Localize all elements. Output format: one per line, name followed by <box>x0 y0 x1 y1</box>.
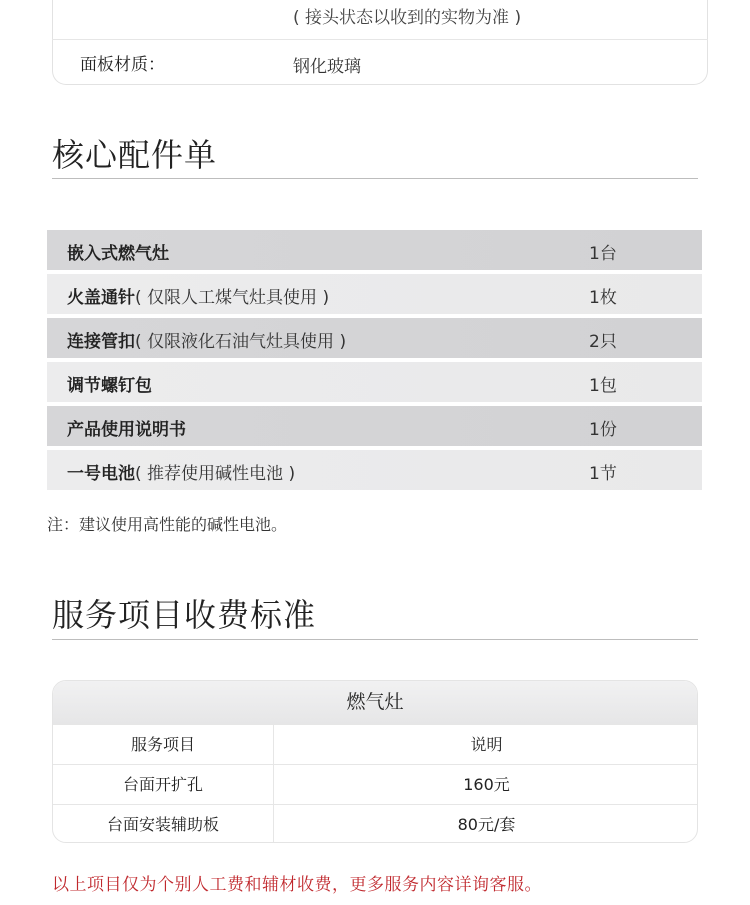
section-rule-service-fees <box>52 639 698 640</box>
part-qty: 1节 <box>589 464 617 484</box>
part-qty: 2只 <box>589 332 617 352</box>
part-name: 产品使用说明书 <box>67 420 186 440</box>
list-item <box>47 362 702 402</box>
column-header-service: 服务项目 <box>130 735 195 754</box>
part-qty: 1枚 <box>589 288 617 308</box>
service-footer-note: 以上项目仅为个别人工费和辅材收费，更多服务内容详询客服。 <box>52 875 542 895</box>
spec-connector-note: ( 接头状态以收到的实物为准 ) <box>293 8 522 28</box>
battery-note: 注：建议使用高性能的碱性电池。 <box>47 515 288 534</box>
spec-divider <box>52 39 708 40</box>
column-header-description: 说明 <box>273 725 698 765</box>
section-title-service-fees: 服务项目收费标准 <box>52 596 317 634</box>
list-item <box>47 450 702 490</box>
part-detail: ( 仅限液化石油气灶具使用 ) <box>135 332 347 352</box>
table-header-row <box>53 724 697 764</box>
table-row <box>53 764 697 804</box>
section-title-core-parts: 核心配件单 <box>52 136 218 174</box>
table-cell: 台面安装辅助板 <box>106 815 219 834</box>
part-name: 嵌入式燃气灶 <box>67 244 169 264</box>
table-cell: 台面开扩孔 <box>122 775 203 794</box>
service-fee-table <box>52 680 698 843</box>
parts-list <box>47 230 702 494</box>
table-cell: 160元 <box>273 765 698 805</box>
part-detail: ( 仅限人工煤气灶具使用 ) <box>135 288 330 308</box>
list-item <box>47 274 702 314</box>
list-item <box>47 406 702 446</box>
list-item <box>47 230 702 270</box>
part-qty: 1台 <box>589 244 617 264</box>
part-qty: 1份 <box>589 420 617 440</box>
spec-value-panel-material: 钢化玻璃 <box>293 57 361 77</box>
part-name: 一号电池 <box>67 464 135 484</box>
table-row <box>53 804 697 843</box>
list-item <box>47 318 702 358</box>
table-title: 燃气灶 <box>53 681 697 724</box>
part-name: 调节螺钉包 <box>67 376 152 396</box>
part-qty: 1包 <box>589 376 617 396</box>
part-name: 连接管扣 <box>67 332 135 352</box>
table-cell: 80元/套 <box>273 805 698 843</box>
section-rule-core-parts <box>52 178 698 179</box>
part-detail: ( 推荐使用碱性电池 ) <box>135 464 296 484</box>
part-name: 火盖通针 <box>67 288 135 308</box>
spec-label-panel-material: 面板材质： <box>80 55 165 75</box>
